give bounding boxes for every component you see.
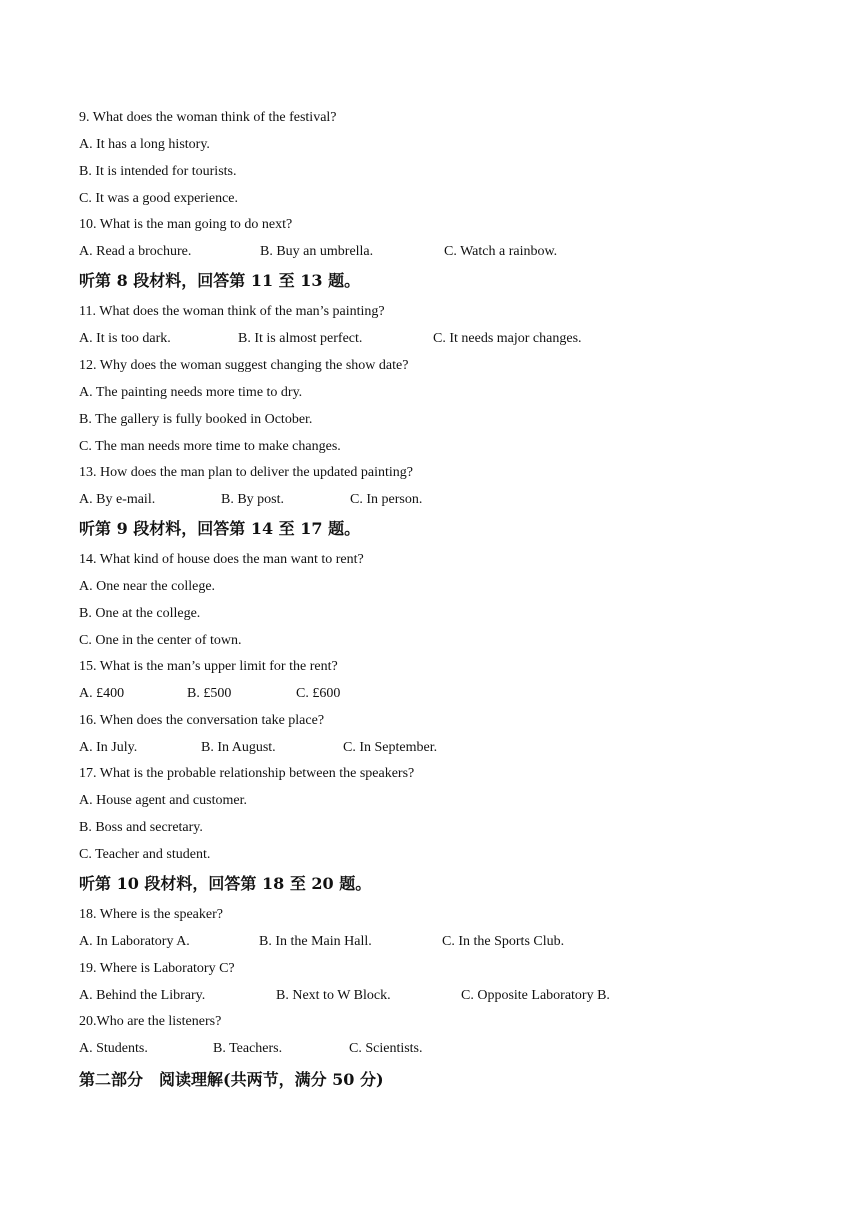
section-8-heading: 听第 8 段材料，回答第 11 至 13 题。	[79, 271, 361, 290]
question-12-option-a: A. The painting needs more time to dry.	[79, 385, 303, 400]
section-10-heading: 听第 10 段材料，回答第 18 至 20 题。	[79, 874, 372, 893]
question-20-option-b: B. Teachers.	[213, 1041, 283, 1056]
question-18-option-b: B. In the Main Hall.	[259, 934, 372, 949]
question-14: 14. What kind of house does the man want to rent?	[79, 552, 364, 567]
question-10-option-a: A. Read a brochure.	[79, 244, 192, 259]
question-17: 17. What is the probable relationship between the speakers?	[79, 766, 415, 781]
section-9-heading: 听第 9 段材料，回答第 14 至 17 题。	[79, 519, 361, 538]
question-9-option-c: C. It was a good experience.	[79, 191, 238, 206]
question-19-option-b: B. Next to W Block.	[276, 988, 391, 1003]
question-11-option-c: C. It needs major changes.	[433, 331, 582, 346]
question-15-option-a: A. £400	[79, 686, 125, 701]
question-17-option-a: A. House agent and customer.	[79, 793, 247, 808]
question-17-option-c: C. Teacher and student.	[79, 847, 211, 862]
question-9: 9. What does the woman think of the festival?	[79, 110, 337, 125]
question-18-option-a: A. In Laboratory A.	[79, 934, 190, 949]
question-13-option-c: C. In person.	[350, 492, 423, 507]
question-9-option-b: B. It is intended for tourists.	[79, 164, 237, 179]
question-15: 15. What is the man’s upper limit for the rent?	[79, 659, 338, 674]
question-9-option-a: A. It has a long history.	[79, 137, 210, 152]
question-13: 13. How does the man plan to deliver the updated painting?	[79, 465, 413, 480]
question-14-option-b: B. One at the college.	[79, 606, 201, 621]
question-10: 10. What is the man going to do next?	[79, 217, 293, 232]
part-two-heading: 第二部分 阅读理解(共两节，满分 50 分)	[79, 1070, 384, 1089]
question-10-option-b: B. Buy an umbrella.	[260, 244, 374, 259]
question-14-option-a: A. One near the college.	[79, 579, 216, 594]
question-18: 18. Where is the speaker?	[79, 907, 223, 922]
question-18-option-c: C. In the Sports Club.	[442, 934, 565, 949]
question-13-option-a: A. By e-mail.	[79, 492, 156, 507]
question-11: 11. What does the woman think of the man’s painting?	[79, 304, 385, 319]
question-10-option-c: C. Watch a rainbow.	[444, 244, 558, 259]
question-15-option-b: B. £500	[187, 686, 232, 701]
question-13-option-b: B. By post.	[221, 492, 285, 507]
question-16-option-a: A. In July.	[79, 740, 138, 755]
question-12-option-b: B. The gallery is fully booked in October.	[79, 412, 313, 427]
question-20-option-a: A. Students.	[79, 1041, 148, 1056]
question-20: 20.Who are the listeners?	[79, 1014, 222, 1029]
question-14-option-c: C. One in the center of town.	[79, 633, 242, 648]
question-16-option-b: B. In August.	[201, 740, 276, 755]
question-11-option-b: B. It is almost perfect.	[238, 331, 363, 346]
question-16-option-c: C. In September.	[343, 740, 438, 755]
question-17-option-b: B. Boss and secretary.	[79, 820, 203, 835]
question-19: 19. Where is Laboratory C?	[79, 961, 235, 976]
question-11-option-a: A. It is too dark.	[79, 331, 171, 346]
question-12: 12. Why does the woman suggest changing the show date?	[79, 358, 409, 373]
question-19-option-a: A. Behind the Library.	[79, 988, 206, 1003]
question-20-option-c: C. Scientists.	[349, 1041, 423, 1056]
question-12-option-c: C. The man needs more time to make changes.	[79, 439, 341, 454]
question-19-option-c: C. Opposite Laboratory B.	[461, 988, 610, 1003]
question-16: 16. When does the conversation take place?	[79, 713, 325, 728]
question-15-option-c: C. £600	[296, 686, 341, 701]
